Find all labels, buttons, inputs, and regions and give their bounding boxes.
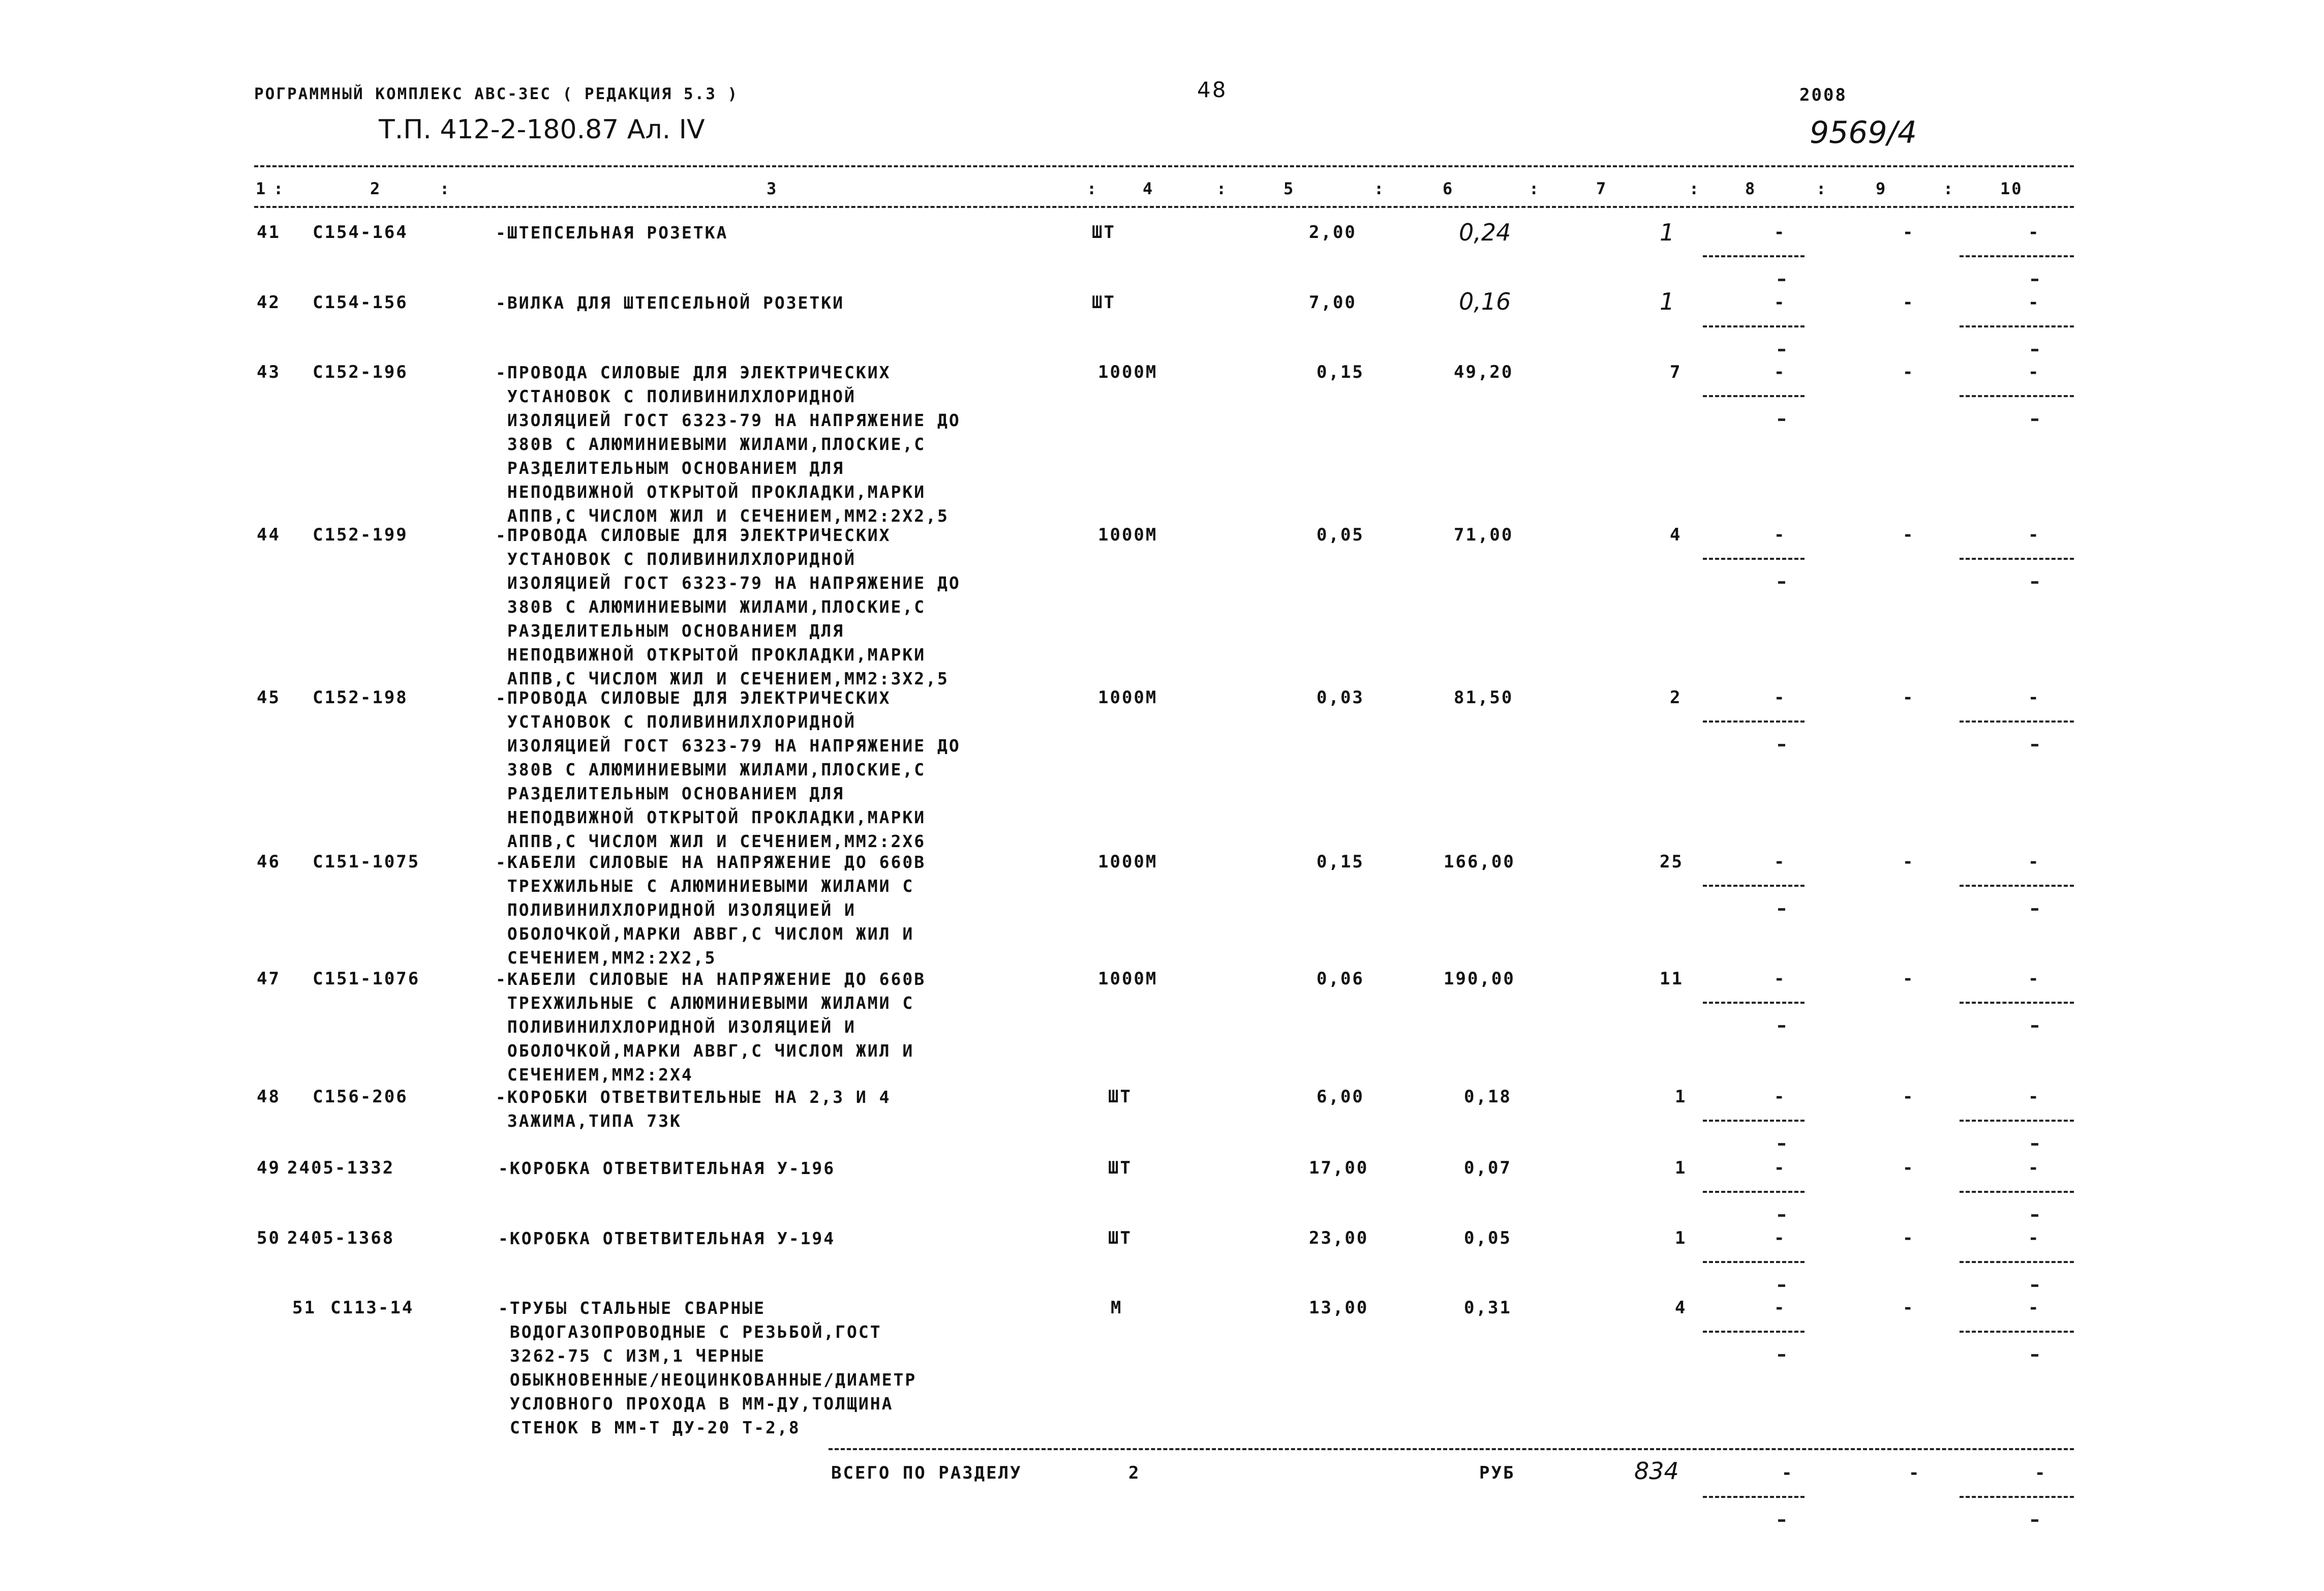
row-col10: - <box>2028 362 2040 382</box>
row-number: 45 <box>257 687 281 708</box>
row-total: 25 <box>1660 852 1684 872</box>
subtotal-dot <box>2031 1519 2038 1522</box>
row-number: 44 <box>257 525 281 545</box>
subtotal-dot <box>2031 908 2038 911</box>
row-price: 81,50 <box>1454 687 1514 708</box>
row-description: -КАБЕЛИ СИЛОВЫЕ НА НАПРЯЖЕНИЕ ДО 660В ТРЕХЖИЛЬНЫЕ С АЛЮМИНИЕВЫМИ ЖИЛАМИ С ПОЛИВИНИЛХЛОРИДНОЙ ИЗОЛЯЦИЕЙ И ОБОЛОЧКОЙ,МАРКИ АВВГ,С ЧИСЛОМ ЖИЛ И СЕЧЕНИЕМ,ММ2:2Х2,5 <box>496 852 926 968</box>
row-quantity: 7,00 <box>1309 292 1357 313</box>
subtotal-dot <box>1778 744 1785 746</box>
subtotal-dot <box>1778 908 1785 911</box>
col-sep: : <box>1216 179 1228 198</box>
subtotal-dash <box>1960 1120 2074 1122</box>
subtotal-dot <box>2031 1354 2038 1357</box>
row-code: С154-164 <box>313 222 408 243</box>
row-description: -КОРОБКИ ОТВЕТВИТЕЛЬНЫЕ НА 2,3 И 4 ЗАЖИМА,ТИПА 73К <box>496 1087 891 1131</box>
row-col8: - <box>1774 1298 1786 1318</box>
subtotal-dot <box>2031 349 2038 351</box>
row-description: -ПРОВОДА СИЛОВЫЕ ДЛЯ ЭЛЕКТРИЧЕСКИХ УСТАНОВОК С ПОЛИВИНИЛХЛОРИДНОЙ ИЗОЛЯЦИЕЙ ГОСТ 6323-79 НА НАПРЯЖЕНИЕ ДО 380В С АЛЮМИНИЕВЫМИ ЖИЛАМИ,ПЛОСКИЕ,С РАЗДЕЛИТЕЛЬНЫМ ОСНОВАНИЕМ ДЛЯ НЕПОДВИЖНОЙ ОТКРЫТОЙ ПРОКЛАДКИ,МАРКИ АППВ,С ЧИСЛОМ ЖИЛ И СЕЧЕНИЕМ,ММ2:2Х6 <box>496 688 961 851</box>
summary-total: 834 <box>1634 1457 1679 1485</box>
row-code: С152-198 <box>313 687 408 708</box>
row-col10: - <box>2028 525 2040 545</box>
row-price: 0,05 <box>1464 1228 1512 1248</box>
row-unit: ШТ <box>1092 292 1116 313</box>
row-col8: - <box>1774 1158 1786 1178</box>
row-code: С151-1076 <box>313 969 420 989</box>
row-col9: - <box>1903 292 1915 313</box>
row-unit: 1000М <box>1098 362 1158 382</box>
row-price: 49,20 <box>1454 362 1514 382</box>
row-code: С113-14 <box>330 1298 414 1318</box>
subtotal-dot <box>1778 418 1785 421</box>
row-total: 1 <box>1660 288 1675 315</box>
row-quantity: 0,15 <box>1317 362 1364 382</box>
row-col10: - <box>2028 1087 2040 1107</box>
row-col10: - <box>2028 222 2040 243</box>
row-unit: М <box>1111 1298 1123 1318</box>
col-2: 2 <box>370 179 382 198</box>
subtotal-dash <box>1960 255 2074 257</box>
col-sep: : <box>1529 179 1541 198</box>
subtotal-dot <box>2031 1284 2038 1287</box>
row-col9: - <box>1903 1228 1915 1248</box>
subtotal-dash <box>1703 1331 1805 1333</box>
subtotal-dash <box>1703 1261 1805 1263</box>
subtotal-dot <box>2031 581 2038 584</box>
row-quantity: 13,00 <box>1309 1298 1369 1318</box>
summary-col9: - <box>1909 1463 1921 1483</box>
subtotal-dash <box>1703 395 1805 397</box>
row-unit: ШТ <box>1108 1228 1132 1248</box>
row-quantity: 0,05 <box>1317 525 1364 545</box>
header-rule-bottom <box>254 206 2074 208</box>
row-total: 11 <box>1660 969 1684 989</box>
row-col8: - <box>1774 1087 1786 1107</box>
row-number: 49 <box>257 1158 281 1178</box>
summary-col8: - <box>1782 1463 1794 1483</box>
row-number: 42 <box>257 292 281 313</box>
row-col10: - <box>2028 1298 2040 1318</box>
col-sep: : <box>273 179 285 198</box>
year: 2008 <box>1799 85 1847 105</box>
subtotal-dash <box>1703 1002 1805 1004</box>
row-total: 1 <box>1675 1158 1687 1178</box>
row-col8: - <box>1774 525 1786 545</box>
subtotal-dash <box>1703 255 1805 257</box>
row-total: 7 <box>1670 362 1682 382</box>
subtotal-dot <box>1778 1025 1785 1028</box>
row-price: 166,00 <box>1444 852 1515 872</box>
row-price: 0,07 <box>1464 1158 1512 1178</box>
row-col8: - <box>1774 292 1786 313</box>
row-description: -ШТЕПСЕЛЬНАЯ РОЗЕТКА <box>496 223 728 243</box>
subtotal-dot <box>2031 1025 2038 1028</box>
row-description: -ТРУБЫ СТАЛЬНЫЕ СВАРНЫЕ ВОДОГАЗОПРОВОДНЫЕ С РЕЗЬБОЙ,ГОСТ 3262-75 С ИЗМ,1 ЧЕРНЫЕ ОБЫКНОВЕННЫЕ/НЕОЦИНКОВАННЫЕ/ДИАМЕТР УСЛОВНОГО ПРОХОДА В ММ-ДУ,ТОЛЩИНА СТЕНОК В ММ-Т ДУ-20 Т-2,8 <box>498 1298 917 1437</box>
row-quantity: 2,00 <box>1309 222 1357 243</box>
row-description: -КОРОБКА ОТВЕТВИТЕЛЬНАЯ У-196 <box>498 1158 836 1178</box>
row-code: 2405-1368 <box>287 1228 395 1248</box>
row-number: 51 <box>292 1298 316 1318</box>
subtotal-dash <box>1703 1191 1805 1193</box>
col-6: 6 <box>1443 179 1454 198</box>
subtotal-dash <box>1960 1002 2074 1004</box>
row-unit: 1000М <box>1098 525 1158 545</box>
row-price: 0,18 <box>1464 1087 1512 1107</box>
row-col9: - <box>1903 222 1915 243</box>
row-code: С156-206 <box>313 1087 408 1107</box>
row-description: -ПРОВОДА СИЛОВЫЕ ДЛЯ ЭЛЕКТРИЧЕСКИХ УСТАНОВОК С ПОЛИВИНИЛХЛОРИДНОЙ ИЗОЛЯЦИЕЙ ГОСТ 6323-79 НА НАПРЯЖЕНИЕ ДО 380В С АЛЮМИНИЕВЫМИ ЖИЛАМИ,ПЛОСКИЕ,С РАЗДЕЛИТЕЛЬНЫМ ОСНОВАНИЕМ ДЛЯ НЕПОДВИЖНОЙ ОТКРЫТОЙ ПРОКЛАДКИ,МАРКИ АППВ,С ЧИСЛОМ ЖИЛ И СЕЧЕНИЕМ,ММ2:2Х2,5 <box>496 363 961 526</box>
summary-col10: - <box>2035 1463 2047 1483</box>
col-5: 5 <box>1283 179 1295 198</box>
subtotal-dash <box>1703 558 1805 560</box>
row-quantity: 0,06 <box>1317 969 1364 989</box>
subtotal-dash <box>1703 1496 1805 1498</box>
subtotal-dash <box>1960 885 2074 887</box>
subtotal-dash <box>1703 885 1805 887</box>
row-code: С151-1075 <box>313 852 420 872</box>
subtotal-dot <box>1778 279 1785 281</box>
summary-currency: РУБ <box>1479 1463 1515 1483</box>
project-code: Т.П. 412-2-180.87 Ал. IV <box>379 114 705 145</box>
doc-number: 9569/4 <box>1810 115 1917 151</box>
col-3: 3 <box>767 179 778 198</box>
row-col8: - <box>1774 1228 1786 1248</box>
row-unit: 1000М <box>1098 687 1158 708</box>
row-number: 47 <box>257 969 281 989</box>
subtotal-dot <box>2031 744 2038 746</box>
row-description: -ПРОВОДА СИЛОВЫЕ ДЛЯ ЭЛЕКТРИЧЕСКИХ УСТАНОВОК С ПОЛИВИНИЛХЛОРИДНОЙ ИЗОЛЯЦИЕЙ ГОСТ 6323-79 НА НАПРЯЖЕНИЕ ДО 380В С АЛЮМИНИЕВЫМИ ЖИЛАМИ,ПЛОСКИЕ,С РАЗДЕЛИТЕЛЬНЫМ ОСНОВАНИЕМ ДЛЯ НЕПОДВИЖНОЙ ОТКРЫТОЙ ПРОКЛАДКИ,МАРКИ АППВ,С ЧИСЛОМ ЖИЛ И СЕЧЕНИЕМ,ММ2:3Х2,5 <box>496 525 961 688</box>
row-col9: - <box>1903 362 1915 382</box>
row-quantity: 17,00 <box>1309 1158 1369 1178</box>
subtotal-dash <box>1703 325 1805 327</box>
row-total: 4 <box>1675 1298 1687 1318</box>
subtotal-dot <box>1778 1214 1785 1217</box>
row-code: С152-196 <box>313 362 408 382</box>
row-col10: - <box>2028 292 2040 313</box>
row-col10: - <box>2028 969 2040 989</box>
row-col10: - <box>2028 852 2040 872</box>
row-description: -ВИЛКА ДЛЯ ШТЕПСЕЛЬНОЙ РОЗЕТКИ <box>496 293 845 313</box>
summary-rule <box>829 1448 2074 1450</box>
row-number: 41 <box>257 222 281 243</box>
row-col8: - <box>1774 687 1786 708</box>
row-number: 43 <box>257 362 281 382</box>
col-1: 1 <box>256 179 267 198</box>
col-sep: : <box>1087 179 1098 198</box>
col-sep: : <box>1943 179 1955 198</box>
row-price: 0,31 <box>1464 1298 1512 1318</box>
row-unit: 1000М <box>1098 969 1158 989</box>
row-total: 1 <box>1675 1087 1687 1107</box>
row-price: 71,00 <box>1454 525 1514 545</box>
row-code: С154-156 <box>313 292 408 313</box>
subtotal-dot <box>1778 1143 1785 1146</box>
col-9: 9 <box>1876 179 1887 198</box>
row-unit: 1000М <box>1098 852 1158 872</box>
program-title: РОГРАММНЫЙ КОМПЛЕКС АВС-3ЕС ( РЕДАКЦИЯ 5.3 ) <box>254 85 739 103</box>
subtotal-dot <box>2031 1214 2038 1217</box>
row-price: 0,16 <box>1459 288 1511 315</box>
row-col10: - <box>2028 1228 2040 1248</box>
row-unit: ШТ <box>1108 1087 1132 1107</box>
row-description: -КОРОБКА ОТВЕТВИТЕЛЬНАЯ У-194 <box>498 1228 836 1248</box>
row-description: -КАБЕЛИ СИЛОВЫЕ НА НАПРЯЖЕНИЕ ДО 660В ТРЕХЖИЛЬНЫЕ С АЛЮМИНИЕВЫМИ ЖИЛАМИ С ПОЛИВИНИЛХЛОРИДНОЙ ИЗОЛЯЦИЕЙ И ОБОЛОЧКОЙ,МАРКИ АВВГ,С ЧИСЛОМ ЖИЛ И СЕЧЕНИЕМ,ММ2:2Х4 <box>496 969 926 1085</box>
row-code: 2405-1332 <box>287 1158 395 1178</box>
subtotal-dot <box>2031 1143 2038 1146</box>
row-price: 0,24 <box>1459 219 1511 246</box>
row-unit: ШТ <box>1108 1158 1132 1178</box>
subtotal-dot <box>1778 1519 1785 1522</box>
subtotal-dash <box>1960 558 2074 560</box>
col-10: 10 <box>2000 179 2023 198</box>
col-sep: : <box>1374 179 1386 198</box>
row-col8: - <box>1774 222 1786 243</box>
subtotal-dash <box>1960 395 2074 397</box>
row-number: 50 <box>257 1228 281 1248</box>
subtotal-dot <box>1778 349 1785 351</box>
col-sep: : <box>1689 179 1701 198</box>
row-col10: - <box>2028 687 2040 708</box>
subtotal-dot <box>1778 1284 1785 1287</box>
subtotal-dash <box>1960 1496 2074 1498</box>
subtotal-dash <box>1703 721 1805 723</box>
summary-section: 2 <box>1128 1463 1141 1483</box>
row-quantity: 0,03 <box>1317 687 1364 708</box>
col-sep: : <box>440 179 451 198</box>
row-total: 1 <box>1675 1228 1687 1248</box>
row-col9: - <box>1903 969 1915 989</box>
subtotal-dash <box>1960 325 2074 327</box>
row-total: 1 <box>1660 219 1675 246</box>
row-col8: - <box>1774 852 1786 872</box>
header-rule-top <box>254 165 2074 167</box>
row-col9: - <box>1903 1158 1915 1178</box>
row-number: 46 <box>257 852 281 872</box>
summary-label: ВСЕГО ПО РАЗДЕЛУ <box>831 1463 1022 1483</box>
row-code: С152-199 <box>313 525 408 545</box>
subtotal-dash <box>1703 1120 1805 1122</box>
subtotal-dash <box>1960 1331 2074 1333</box>
row-col8: - <box>1774 969 1786 989</box>
col-sep: : <box>1816 179 1828 198</box>
subtotal-dash <box>1960 721 2074 723</box>
row-total: 4 <box>1670 525 1682 545</box>
row-col9: - <box>1903 687 1915 708</box>
subtotal-dot <box>2031 279 2038 281</box>
subtotal-dash <box>1960 1261 2074 1263</box>
row-quantity: 6,00 <box>1317 1087 1364 1107</box>
col-7: 7 <box>1596 179 1608 198</box>
col-4: 4 <box>1143 179 1154 198</box>
row-col8: - <box>1774 362 1786 382</box>
row-col10: - <box>2028 1158 2040 1178</box>
col-8: 8 <box>1745 179 1757 198</box>
row-col9: - <box>1903 1298 1915 1318</box>
subtotal-dot <box>2031 418 2038 421</box>
row-quantity: 23,00 <box>1309 1228 1369 1248</box>
subtotal-dash <box>1960 1191 2074 1193</box>
subtotal-dot <box>1778 1354 1785 1357</box>
row-col9: - <box>1903 852 1915 872</box>
row-total: 2 <box>1670 687 1682 708</box>
row-quantity: 0,15 <box>1317 852 1364 872</box>
row-col9: - <box>1903 525 1915 545</box>
page-number: 48 <box>1197 77 1228 102</box>
row-col9: - <box>1903 1087 1915 1107</box>
subtotal-dot <box>1778 581 1785 584</box>
row-number: 48 <box>257 1087 281 1107</box>
row-price: 190,00 <box>1444 969 1515 989</box>
row-unit: ШТ <box>1092 222 1116 243</box>
